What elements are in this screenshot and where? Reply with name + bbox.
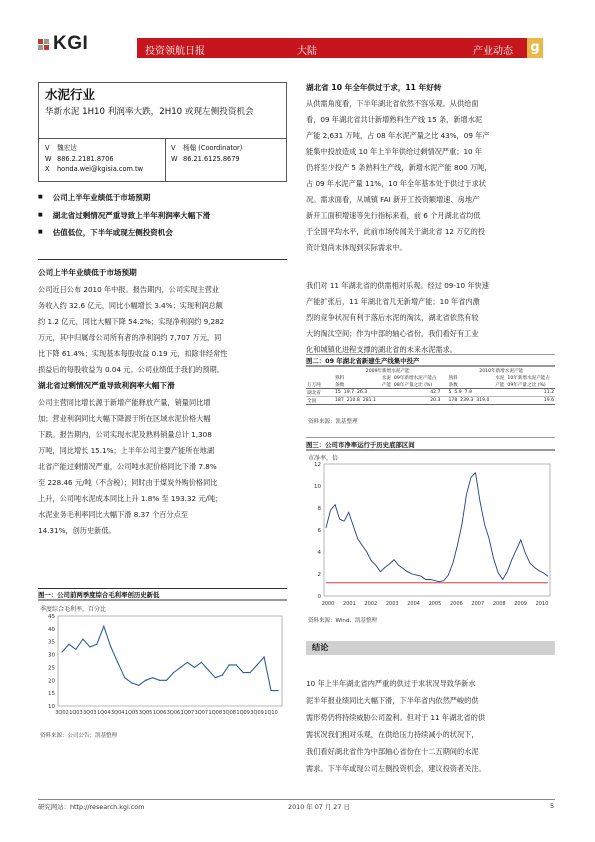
- data-point: [103, 626, 104, 627]
- y-tick-label: 40: [48, 626, 55, 633]
- section-2-body: 公司主营同比增长源于新增产能释放产量，销量同比增 加；营业利润同比大幅下降源于所在区域水泥价格大幅 下跌。报告期内，公司实现水泥及熟料销量总计 1,308 万吨，同比增长 15.1%；上半年公司主要产能所在地湖 北省产能过剩情况严重，公司吨水泥价格同比下滑 7.8% 至 228.46 元/吨（不含税）；同时由于煤炭外购价格同比 上升，公司吨水泥成本同比上升 1.8% 至 193.32 元/吨； 水泥业务毛利率同比大幅下滑 8.37 个百分点至 14.31%，创历史新低。: [38, 398, 223, 535]
- gross-margin-line-chart: [38, 612, 287, 724]
- x-tick-label: 2009: [514, 601, 527, 607]
- x-tick-label: 1Q03: [69, 710, 83, 716]
- data-point: [61, 651, 62, 652]
- data-point: [82, 639, 83, 640]
- y-tick-label: 15: [48, 691, 55, 698]
- x-tick-label: 2007: [471, 601, 485, 607]
- y-tick-label: 8: [317, 506, 321, 512]
- data-point: [263, 657, 264, 658]
- data-point: [222, 675, 223, 676]
- table-row: 全国 187 210.8 281.1 20.3 178 239.3 319.0 19.6: [307, 398, 554, 404]
- section-label: 产业动态: [473, 46, 513, 57]
- x-tick-label: 3Q05: [138, 710, 153, 716]
- x-tick-label: 1Q10: [264, 710, 278, 716]
- x-tick-label: 2002: [364, 601, 378, 607]
- data-point: [96, 644, 97, 645]
- data-point: [159, 680, 160, 681]
- y-tick-label: 25: [48, 665, 55, 672]
- pb-series-line: [326, 473, 548, 582]
- y-tick-label: 45: [48, 614, 55, 620]
- analyst-2-phone: 86.21.6125.8679: [183, 154, 240, 163]
- y-tick-label: 12: [314, 462, 321, 468]
- x-tick-label: 3Q03: [83, 710, 97, 716]
- capacity-table: 2009年新增水泥产能 2010年新增水泥产能 熟料 水泥 09年新增水泥产能占 熟料 水泥 10年新增水泥产能占 万万吨 条数 产能 08年产量之比 (%) 条数 产能 09年产量之比 (%) 湖北省 15 19.7 26.3 42.7 5 5.9 7.9 11.2 全国 187 210.8 281.1 20.3 178 239.3 319.0 19.6: [307, 368, 554, 404]
- pb-ratio-line-chart: [306, 460, 555, 612]
- report-subtitle: 华新水泥 1H10 利润率大跌，2H10 或现左侧投资机会: [45, 107, 254, 117]
- analyst-1-email[interactable]: honda.wei@kgisia.com.tw: [57, 165, 143, 174]
- page-number: 5: [550, 802, 555, 810]
- x-tick-label: 2005: [428, 601, 442, 607]
- title-box: [38, 82, 287, 182]
- right-body-2: 我们对 11 年湖北省的供需相对乐观。经过 09-10 年快速 产能扩张后，11 年湖北省几无新增产能；10 年省内激 烈的竞争状况有利于落后水泥的淘汰，湖北省依然有较 大的淘汰空间；作为中部的轴心省份，我们看好有工业 化和城镇化进程支撑的湖北省的未来水泥需求。: [306, 281, 489, 354]
- y-tick-label: 6: [317, 528, 321, 534]
- plot-frame: [324, 464, 550, 596]
- figure-2-caption: 图二：09 年湖北省新建生产线集中投产: [306, 357, 420, 365]
- figure-1-caption: 图一：公司前两季度综合毛利率创历史新低: [38, 591, 160, 599]
- y-tick-label: 2: [317, 572, 321, 578]
- y-tick-label: 4: [317, 550, 321, 556]
- data-point: [89, 646, 90, 647]
- data-point: [201, 662, 202, 663]
- x-tick-label: 3Q04: [110, 710, 125, 716]
- data-point: [250, 672, 251, 673]
- section-1-body: 公司近日公布 2010 年中报。报告期内，公司实现主营业 务收入约 32.6 亿元，同比小幅增长 3.4%；实现利润总额 约 1.2 亿元，同比大幅下降 54.2%；实现净利润约 9,282 万元，其中归属母公司所有者的净利润约 7,707 万元，同 比下降 61.4%；实现基本每股收益 0.19 元，扣除非经常性 损益后的每股收益为 0.04 元。公司业绩低于我们的预期。: [38, 285, 228, 374]
- right-body-1: 从供需角度看，下半年湖北省依然不容乐观。从供给面 看，09 年湖北省共计新增熟料生产线 15 条，新增水泥 产能 2,631 万吨，占 08 年水泥产量之比 43%，09 年产 能集中投放造成 10 年上半年供给过剩情况严重；10 年 仍将至少投产 5 条熟料生产线，新增水泥产能 800 万吨， 占 09 年水泥产量 11%，10 年全年基本处于供过于求状 况。需求面看，从城镇 FAI 新开工投资额增速、房地产 新开工面积增速等先行指标来看，前 6 个月湖北省均低 于全国平均水平，此前市场传闻关于湖北省 12 万亿的投 资计划尚未体现到实际需求中。: [306, 99, 492, 252]
- conclusion-heading-bar: [306, 641, 555, 655]
- x-tick-label: 1Q09: [236, 710, 250, 716]
- section-heading: 湖北省 10 年全年供过于求，11 年好转: [306, 83, 442, 92]
- report-title: 水泥行业: [45, 87, 96, 102]
- section-heading: 公司上半年业绩低于市场预期: [38, 268, 137, 277]
- divider: [38, 259, 287, 260]
- series-line: [62, 626, 278, 690]
- data-point: [152, 677, 153, 678]
- y-tick-label: 20: [48, 678, 55, 685]
- kgi-logo: [38, 33, 88, 55]
- key-points-list: [38, 192, 287, 245]
- y-tick-label: 10: [314, 484, 321, 490]
- x-tick-label: 3Q08: [222, 710, 236, 716]
- logo-text: KGI: [53, 33, 89, 54]
- page-footer: [38, 799, 555, 811]
- data-point: [229, 664, 230, 665]
- analyst-1-phone: 886.2.2181.8706: [57, 154, 114, 163]
- conclusion-body: 10 年上半年湖北省内严重的供过于求状况导致华新水 泥半年报业绩同比大幅下滑，下半年省内依然严峻的供 需形势仍将持续威胁公司盈利。但对于 11 年湖北省的供 需状况我们相对乐观，在供给压力持续减小的状况下， 我们看好湖北省作为中部轴心省份在十二五期间的水泥 需求。下半年或现公司左侧投资机会，建议投资者关注。: [306, 679, 486, 773]
- header-bar: [137, 38, 534, 58]
- data-point: [236, 664, 237, 665]
- x-tick-label: 2010: [535, 601, 549, 607]
- data-point: [208, 669, 209, 670]
- x-tick-label: 3Q06: [166, 710, 181, 716]
- x-tick-label: 3Q09: [250, 710, 264, 716]
- x-tick-label: 2000: [321, 601, 335, 607]
- analyst-2-contact: V 杨翰 (Coordinator) W 86.21.6125.8679: [171, 144, 243, 163]
- figure-1-source: 资料来源：公司公告；凯基整理: [40, 733, 118, 739]
- data-point: [124, 677, 125, 678]
- data-point: [68, 644, 69, 645]
- data-point: [277, 690, 278, 691]
- data-point: [194, 667, 195, 668]
- region-label: 大陆: [297, 46, 317, 57]
- report-type: 投资领航日报: [145, 46, 205, 57]
- analyst-1-name: 魏宏达: [57, 144, 77, 152]
- figure-2-source: 资料来源：凯基整理: [308, 419, 358, 425]
- x-tick-label: 3Q07: [194, 710, 209, 716]
- section-code-badge: g: [527, 38, 543, 58]
- x-tick-label: 2003: [385, 601, 399, 607]
- figure-3-caption: 图三：公司市净率运行于历史底部区间: [306, 441, 415, 449]
- y-tick-label: 35: [48, 639, 55, 646]
- table-group-header: 2009年新增水泥产能: [365, 368, 410, 374]
- table-group-header: 2010年新增水泥产能: [479, 368, 524, 374]
- data-point: [180, 667, 181, 668]
- section-heading: 湖北省过剩情况严重导致利润率大幅下滑: [38, 381, 175, 390]
- x-tick-label: 1Q06: [152, 710, 167, 716]
- x-tick-label: 2001: [343, 601, 356, 607]
- data-point: [270, 690, 271, 691]
- footer-website[interactable]: 研究网站：http://research.kgi.com: [38, 803, 145, 811]
- footer-date: 2010 年 07 月 27 日: [288, 803, 350, 811]
- data-point: [138, 685, 139, 686]
- key-point: ■ 公司上半年业绩低于市场预期: [38, 192, 287, 203]
- data-point: [173, 672, 174, 673]
- x-tick-label: 2004: [407, 601, 420, 607]
- x-tick-label: 2006: [450, 601, 463, 607]
- data-point: [117, 662, 118, 663]
- analyst-1-contact: V 魏宏达 W 886.2.2181.8706 X honda.wei@kgisia.com.tw: [45, 144, 143, 174]
- table-row: 湖北省 15 19.7 26.3 42.7 5 5.9 7.9 11.2: [307, 390, 554, 396]
- figure-3-source: 资料来源：Wind；凯基整理: [308, 618, 377, 624]
- x-tick-label: 2008: [492, 601, 506, 607]
- conclusion-heading: 结论: [312, 642, 329, 652]
- x-tick-label: 1Q05: [124, 710, 139, 716]
- y-tick-label: 30: [48, 652, 55, 659]
- data-point: [145, 680, 146, 681]
- figure-3-unit: 市净率，倍: [308, 455, 339, 462]
- data-point: [256, 664, 257, 665]
- table-unit: 万万吨: [307, 382, 321, 388]
- key-point: ■ 湖北省过剩情况严重导致上半年利润率大幅下滑: [38, 210, 287, 221]
- x-tick-label: 1Q08: [208, 710, 223, 716]
- analyst-2-name: 杨翰 (Coordinator): [183, 144, 243, 152]
- data-point: [110, 646, 111, 647]
- data-point: [243, 672, 244, 673]
- x-tick-label: 3Q02: [55, 710, 69, 716]
- x-tick-label: 1Q07: [180, 710, 195, 716]
- logo-mark-icon: [38, 39, 49, 50]
- data-point: [215, 677, 216, 678]
- x-tick-label: 1Q04: [97, 710, 111, 716]
- y-tick-label: 0: [317, 594, 321, 600]
- data-point: [131, 682, 132, 683]
- data-point: [75, 649, 76, 650]
- plot-frame: [58, 616, 282, 706]
- y-tick-label: 10: [48, 704, 55, 710]
- data-point: [187, 662, 188, 663]
- key-point: ■ 估值低位，下半年或现左侧投资机会: [38, 227, 287, 238]
- data-point: [166, 680, 167, 681]
- figure-divider: [38, 588, 287, 589]
- figure-1-unit: 季度综合毛利率，百分比: [40, 606, 107, 613]
